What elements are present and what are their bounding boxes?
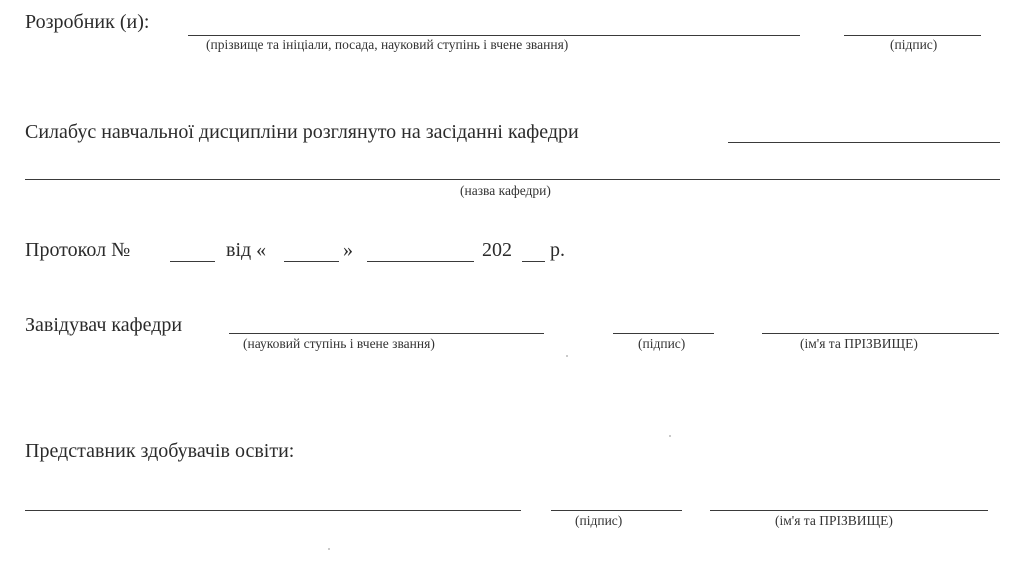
protocol-from-label: від « <box>226 239 267 261</box>
protocol-close-quote: » <box>343 239 353 261</box>
student-representative-name-caption: (ім'я та ПРІЗВИЩЕ) <box>775 513 893 528</box>
protocol-month-line[interactable] <box>367 261 474 262</box>
student-representative-label: Представник здобувачів освіти: <box>25 440 295 462</box>
student-representative-signature-line[interactable] <box>551 510 682 511</box>
student-representative-position-line[interactable] <box>25 510 521 511</box>
protocol-number-line[interactable] <box>170 261 215 262</box>
syllabus-review-text: Силабус навчальної дисципліни розглянуто на засіданні кафедри <box>25 121 579 143</box>
head-name-caption: (ім'я та ПРІЗВИЩЕ) <box>800 336 918 351</box>
scan-speck <box>328 548 330 550</box>
head-degree-line[interactable] <box>229 333 544 334</box>
scan-speck <box>669 435 671 437</box>
head-signature-line[interactable] <box>613 333 714 334</box>
student-representative-name-line[interactable] <box>710 510 988 511</box>
protocol-label: Протокол № <box>25 239 131 261</box>
developer-signature-line[interactable] <box>844 35 981 36</box>
head-of-department-label: Завідувач кафедри <box>25 314 183 336</box>
developer-name-line[interactable] <box>188 35 800 36</box>
developer-signature-caption: (підпис) <box>890 37 938 52</box>
department-caption: (назва кафедри) <box>460 183 551 198</box>
protocol-year-line[interactable] <box>522 261 545 262</box>
head-signature-caption: (підпис) <box>638 336 686 351</box>
protocol-year-suffix: р. <box>550 239 565 261</box>
scan-speck <box>566 355 568 357</box>
department-line-2[interactable] <box>25 179 1000 180</box>
protocol-year-prefix: 202 <box>482 239 512 261</box>
protocol-day-line[interactable] <box>284 261 339 262</box>
department-line-1[interactable] <box>728 142 1000 143</box>
developer-label: Розробник (и): <box>25 11 150 33</box>
head-name-line[interactable] <box>762 333 999 334</box>
head-degree-caption: (науковий ступінь і вчене звання) <box>243 336 435 351</box>
developer-name-caption: (прізвище та ініціали, посада, науковий ступінь і вчене звання) <box>206 37 569 52</box>
student-representative-signature-caption: (підпис) <box>575 513 623 528</box>
